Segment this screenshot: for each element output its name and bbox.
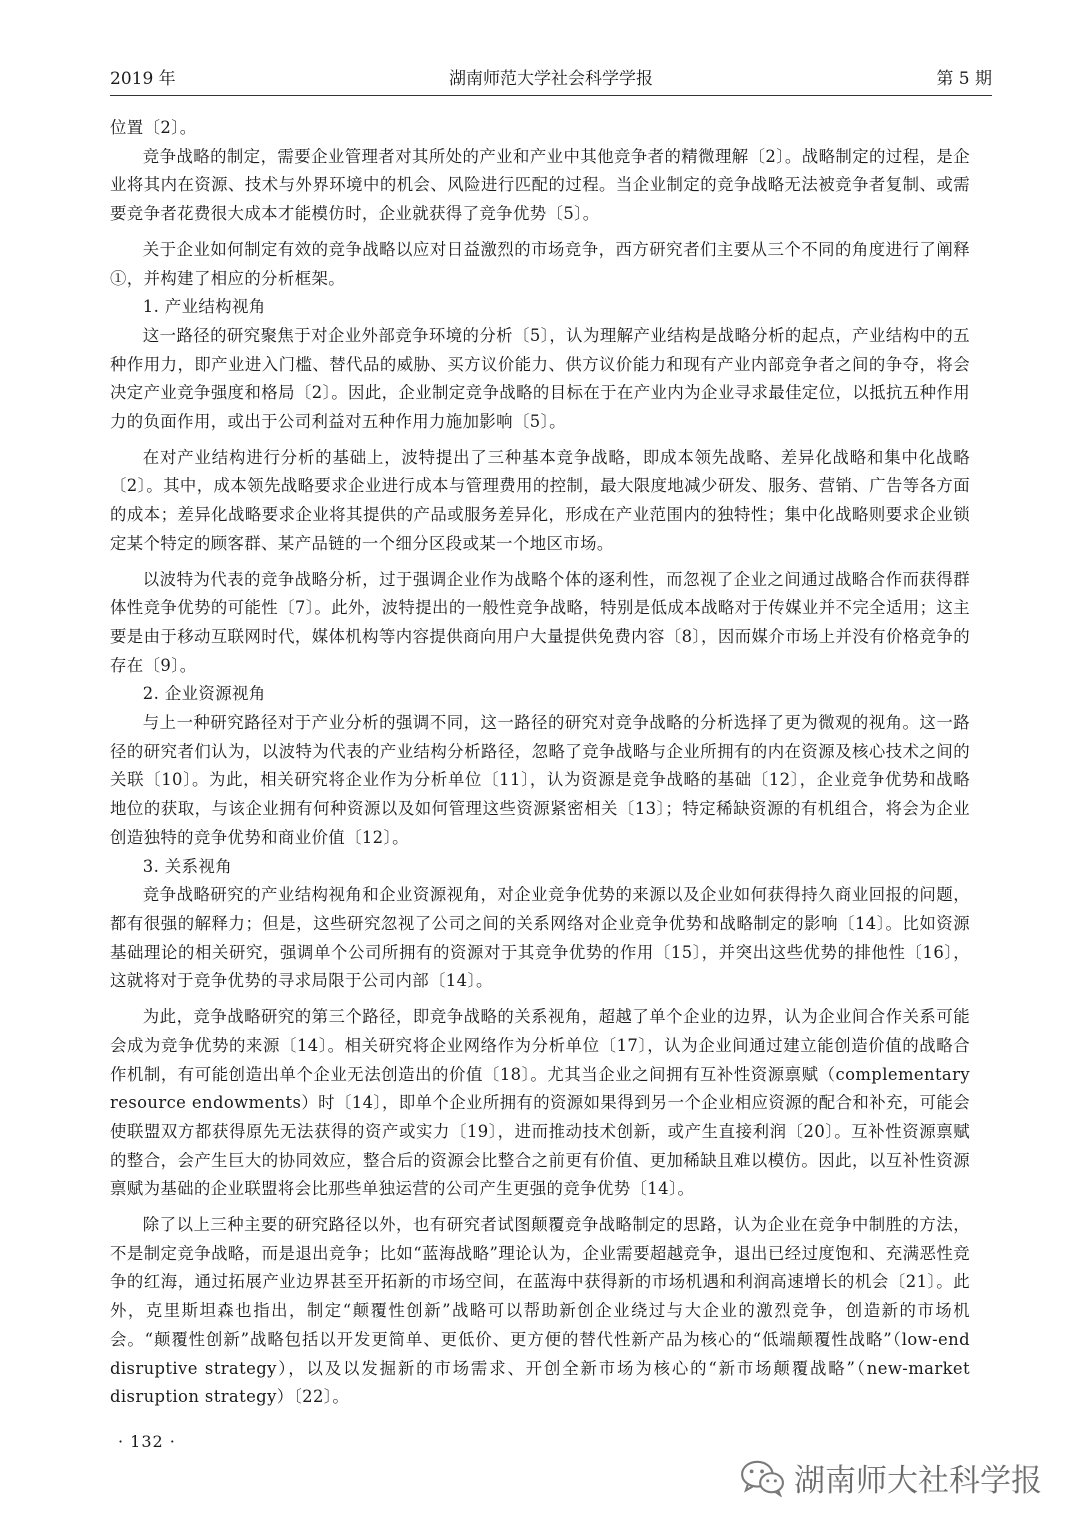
header-year: 2019 年 [110, 69, 176, 89]
article-body [110, 114, 970, 1412]
header-rule [110, 95, 992, 96]
paragraph: 为此，竞争战略研究的第三个路径，即竞争战略的关系视角，超越了单个企业的边界，认为企业间合作关系可能会成为竞争优势的来源〔14〕。相关研究将企业网络作为分析单位〔17〕，认为企业间通过建立能创造价值的战略合作机制，有可能创造出单个企业无法创造出的价值〔18〕。尤其当企业之间拥有互补性资源禀赋（complementary resource endowments）时〔14〕，即单个企业所拥有的资源如果得到另一个企业相应资源的配合和补充，可能会使联盟双方都获得原先无法获得的资产或实力〔19〕，进而推动技术创新，或产生直接利润〔20〕。互补性资源禀赋的整合，会产生巨大的协同效应，整合后的资源会比整合之前更有价值、更加稀缺且难以模仿。因此，以互补性资源禀赋为基础的企业联盟将会比那些单独运营的公司产生更强的竞争优势〔14〕。 [110, 1007, 970, 1199]
section-heading: 1. 产业结构视角 [142, 297, 266, 317]
watermark-text: 湖南师大社科学报 [794, 1463, 1042, 1499]
paragraph: 位置〔2〕。 [110, 118, 197, 137]
paragraph: 除了以上三种主要的研究路径以外，也有研究者试图颠覆竞争战略制定的思路，认为企业在竞争中制胜的方法，不是制定竞争战略，而是退出竞争；比如“蓝海战略”理论认为，企业需要超越竞争，退出已经过度饱和、充满恶性竞争的红海，通过拓展产业边界甚至开拓新的市场空间，在蓝海中获得新的市场机遇和利润高速增长的机会〔21〕。此外，克里斯坦森也指出，制定“颠覆性创新”战略可以帮助新创企业绕过与大企业的激烈竞争，创造新的市场机会。“颠覆性创新”战略包括以开发更简单、更低价、更方便的替代性新产品为核心的“低端颠覆性战略”（low-end disruptive strategy），以及以发掘新的市场需求、开创全新市场为核心的“新市场颠覆战略”（new-market disruption strategy）〔22〕。 [110, 1215, 970, 1407]
paragraph: 与上一种研究路径对于产业分析的强调不同，这一路径的研究对竞争战略的分析选择了更为微观的视角。这一路径的研究者们认为，以波特为代表的产业结构分析路径，忽略了竞争战略与企业所拥有的内在资源及核心技术之间的关联〔10〕。为此，相关研究将企业作为分析单位〔11〕，认为资源是竞争战略的基础〔12〕，企业竞争优势和战略地位的获取，与该企业拥有何种资源以及如何管理这些资源紧密相关〔13〕；特定稀缺资源的有机组合，将会为企业创造独特的竞争优势和商业价值〔12〕。 [110, 713, 970, 847]
paragraph: 竞争战略的制定，需要企业管理者对其所处的产业和产业中其他竞争者的精微理解〔2〕。战略制定的过程，是企业将其内在资源、技术与外界环境中的机会、风险进行匹配的过程。当企业制定的竞争战略无法被竞争者复制、或需要竞争者花费很大成本才能模仿时，企业就获得了竞争优势〔5〕。 [110, 146, 970, 224]
paragraph: 关于企业如何制定有效的竞争战略以应对日益激烈的市场竞争，西方研究者们主要从三个不同的角度进行了阐释①，并构建了相应的分析框架。 [110, 239, 970, 288]
section-heading: 2. 企业资源视角 [142, 684, 266, 704]
section-heading: 3. 关系视角 [142, 856, 233, 876]
wechat-watermark [740, 1455, 1042, 1500]
paragraph: 竞争战略研究的产业结构视角和企业资源视角，对企业竞争优势的来源以及企业如何获得持久商业回报的问题，都有很强的解释力；但是，这些研究忽视了公司之间的关系网络对企业竞争优势和战略制定的影响〔14〕。比如资源基础理论的相关研究，强调单个公司所拥有的资源对于其竞争优势的作用〔15〕，并突出这些优势的排他性〔16〕，这就将对于竞争优势的寻求局限于公司内部〔14〕。 [110, 885, 970, 991]
wechat-icon [740, 1459, 786, 1497]
header-issue: 第 5 期 [936, 69, 992, 89]
page-number: · 132 · [118, 1432, 176, 1451]
paragraph: 在对产业结构进行分析的基础上，波特提出了三种基本竞争战略，即成本领先战略、差异化战略和集中化战略〔2〕。其中，成本领先战略要求企业进行成本与管理费用的控制，最大限度地减少研发、服务、营销、广告等各方面的成本；差异化战略要求企业将其提供的产品或服务差异化，形成在产业范围内的独特性；集中化战略则要求企业锁定某个特定的顾客群、某产品链的一个细分区段或某一个地区市场。 [110, 447, 970, 553]
header-journal-title: 湖南师范大学社会科学学报 [449, 69, 653, 89]
paragraph: 以波特为代表的竞争战略分析，过于强调企业作为战略个体的逐利性，而忽视了企业之间通过战略合作而获得群体性竞争优势的可能性〔7〕。此外，波特提出的一般性竞争战略，特别是低成本战略对于传媒业并不完全适用；这主要是由于移动互联网时代，媒体机构等内容提供商向用户大量提供免费内容〔8〕，因而媒介市场上并没有价格竞争的存在〔9〕。 [110, 569, 970, 675]
running-header [110, 62, 992, 92]
paragraph: 这一路径的研究聚焦于对企业外部竞争环境的分析〔5〕，认为理解产业结构是战略分析的起点，产业结构中的五种作用力，即产业进入门槛、替代品的威胁、买方议价能力、供方议价能力和现有产业内部竞争者之间的争夺，将会决定产业竞争强度和格局〔2〕。因此，企业制定竞争战略的目标在于在产业内为企业寻求最佳定位，以抵抗五种作用力的负面作用，或出于公司利益对五种作用力施加影响〔5〕。 [110, 325, 970, 432]
